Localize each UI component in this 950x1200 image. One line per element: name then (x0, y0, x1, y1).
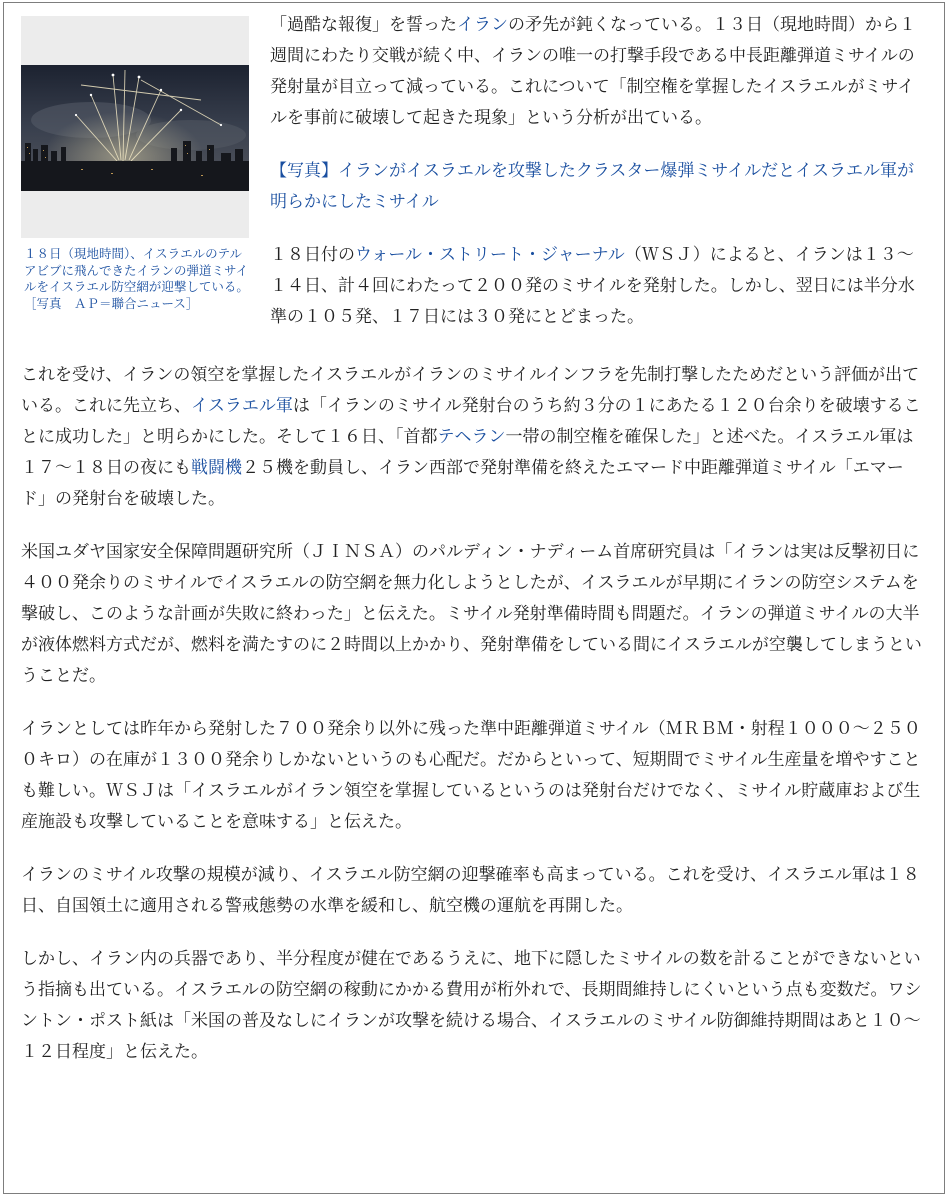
paragraph-israel-army (21, 360, 929, 515)
link-wall-street-journal[interactable]: ウォール・ストリート・ジャーナル (355, 245, 625, 265)
p2-text-2: は「イランのミサイル発射台のうち約３分の１にあたる１２０台余りを破壊することに成功した」と明らかにした。そして１６日、「首都 (21, 396, 921, 447)
p2-text-4: ２５機を動員し、イラン西部で発射準備を終えたエマード中距離弾道ミサイル「エマード」の発射台を破壊した。 (21, 458, 904, 509)
photo-block (21, 16, 249, 312)
lead-text-2: の矛先が鈍くなっている。１３日（現地時間）から１週間にわたり交戦が続く中、イランの唯一の打撃手段である中長距離弾道ミサイルの発射量が目立って減っている。これについて「制空権を掌握したイスラエルがミサイルを事前に破壊して起きた現象」という分析が出ている。 (270, 15, 916, 128)
link-israel-army[interactable]: イスラエル軍 (191, 396, 293, 416)
photo-caption: １８日（現地時間）、イスラエルのテルアビブに飛んできたイランの弾道ミサイルをイスラエル防空網が迎撃している。［写真 ＡＰ＝聯合ニュース］ (24, 246, 249, 311)
p1-text-1: １８日付の (270, 245, 355, 265)
paragraph-jinsa: 米国ユダヤ国家安全保障問題研究所（ＪＩＮＳＡ）のパルディン・ナディーム首席研究員は「イランは実は反撃初日に４００発余りのミサイルでイスラエルの防空網を無力化しようとしたが、イスラエルが早期にイランの防空システムを撃破し、このような計画が失敗に終わった」と伝えた。ミサイル発射準備時間も問題だ。イランの弾道ミサイルの大半が液体燃料方式だが、燃料を満たすのに２時間以上かかり、発射準備をしている間にイスラエルが空襲してしまうということだ。 (21, 542, 922, 686)
link-fighter-jet[interactable]: 戦闘機 (191, 458, 242, 478)
p2-text-3: 一帯の制空権を確保した」と述べた。イスラエル軍は１７～１８日の夜にも (21, 427, 914, 478)
article-photo[interactable] (21, 65, 249, 191)
link-iran[interactable]: イラン (457, 15, 508, 35)
p2-text-1: これを受け、イランの領空を掌握したイスラエルがイランのミサイルインフラを先制打撃したためだという評価が出ている。これに先立ち、 (21, 365, 920, 416)
paragraph-interception: イランのミサイル攻撃の規模が減り、イスラエル防空網の迎撃確率も高まっている。これを受け、イスラエル軍は１８日、自国領土に適用される警戒態勢の水準を緩和し、航空機の運航を再開した。 (21, 865, 920, 916)
article-body (21, 10, 929, 1090)
paragraph-stockpile: イランとしては昨年から発射した７００発余り以外に残った準中距離弾道ミサイル（ＭＲＢＭ・射程１０００～２５００キロ）の在庫が１３００発余りしかないというのも心配だ。だからといって、短期間でミサイル生産量を増やすことも難しい。ＷＳＪは「イスラエルがイラン領空を掌握しているというのは発射台だけでなく、ミサイル貯蔵庫および生産施設も攻撃していることを意味する」と伝えた。 (21, 719, 921, 832)
night-sky-missile-image (21, 65, 249, 191)
p1-text-2: （ＷＳＪ）によると、イランは１３～１４日、計４回にわたって２００発のミサイルを発射した。しかし、翌日には半分水準の１０５発、１７日には３０発にとどまった。 (270, 245, 915, 327)
link-tehran[interactable]: テヘラン (437, 427, 506, 447)
lead-text-1: 「過酷な報復」を誓った (270, 15, 457, 35)
related-photo-link[interactable]: 【写真】イランがイスラエルを攻撃したクラスター爆弾ミサイルだとイスラエル軍が明らかにしたミサイル (270, 161, 914, 212)
photo-background (21, 16, 249, 238)
paragraph-washington-post: しかし、イラン内の兵器であり、半分程度が健在であるうえに、地下に隠したミサイルの数を計ることができないという指摘も出ている。イスラエルの防空網の稼動にかかる費用が桁外れで、長期間維持しにくいという点も変数だ。ワシントン・ポスト紙は「米国の普及なしにイランが攻撃を続ける場合、イスラエルのミサイル防御維持期間はあと１０～１２日程度」と伝えた。 (21, 949, 922, 1062)
